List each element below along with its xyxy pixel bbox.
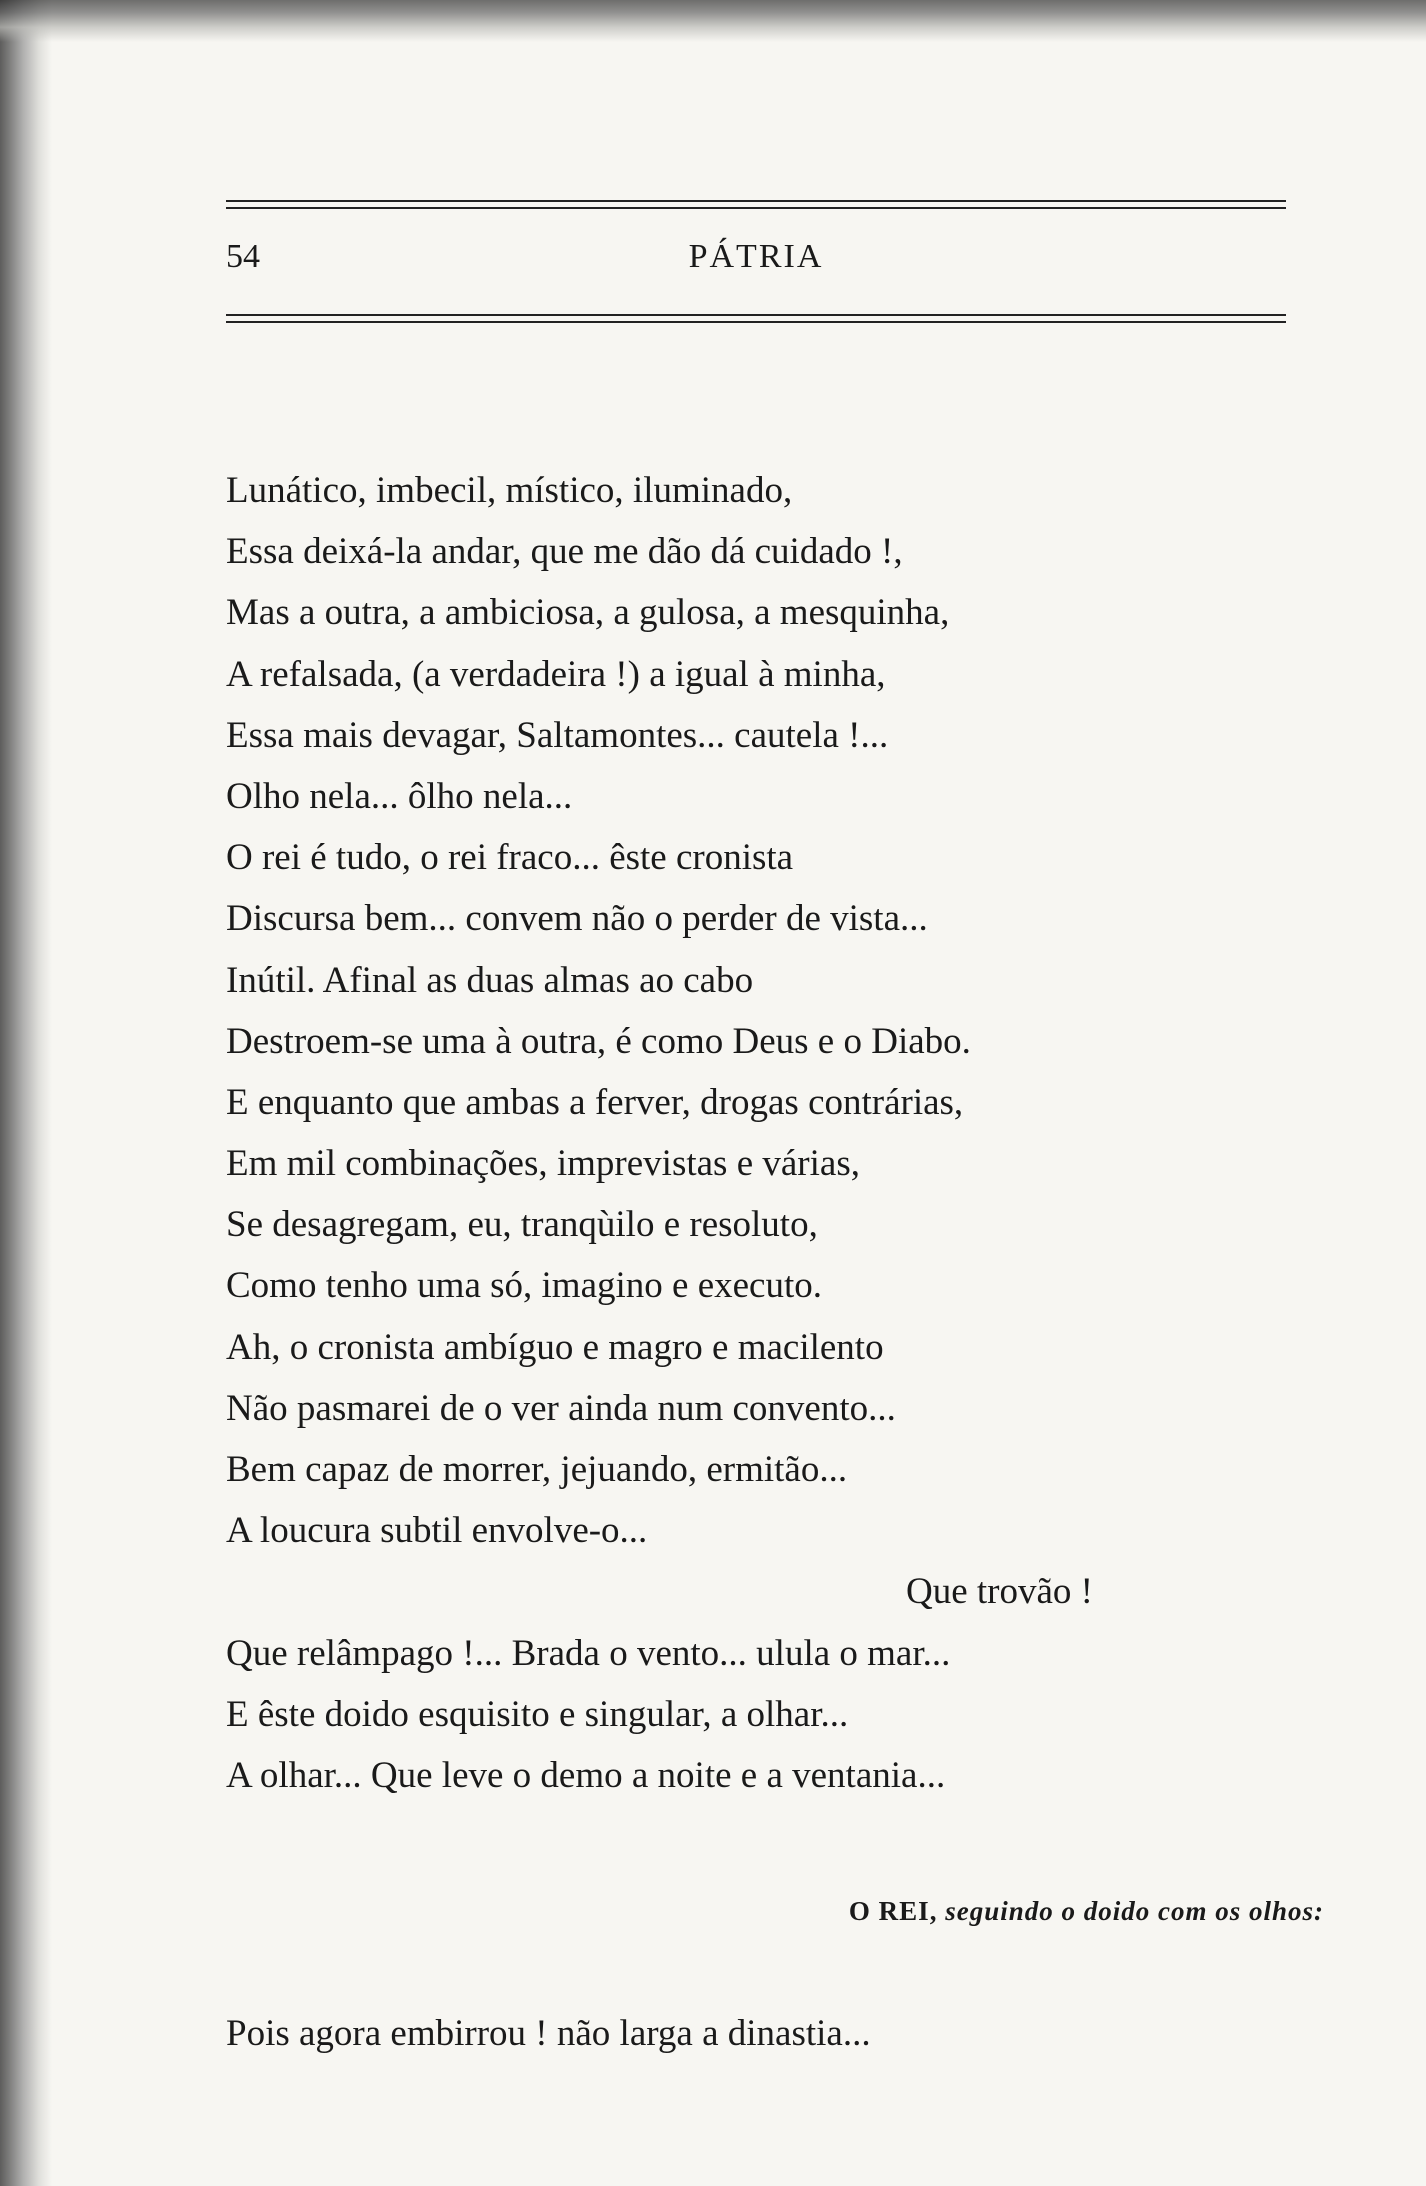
stage-action: seguindo o doido com os olhos: bbox=[945, 1896, 1324, 1926]
poem-line: Inútil. Afinal as duas almas ao cabo bbox=[226, 959, 754, 1001]
header-rule-bottom-2 bbox=[226, 321, 1286, 323]
stage-direction bbox=[226, 1896, 1324, 1927]
poem-line: Lunático, imbecil, místico, iluminado, bbox=[226, 470, 793, 511]
poem-line: E enquanto que ambas a ferver, drogas contrárias, bbox=[226, 1081, 964, 1123]
page-title: PÁTRIA bbox=[688, 238, 824, 275]
poem-line: Mas a outra, a ambiciosa, a gulosa, a mesquinha, bbox=[226, 592, 950, 634]
poem-line: O rei é tudo, o rei fraco... êste cronista bbox=[226, 837, 794, 879]
poem-line: E êste doido esquisito e singular, a olhar... bbox=[226, 1693, 849, 1735]
poem-line: Olho nela... ôlho nela... bbox=[226, 775, 573, 817]
stage-speaker: O REI, bbox=[848, 1896, 938, 1926]
header-rule-top-2 bbox=[226, 207, 1286, 209]
poem-line: Em mil combinações, imprevistas e várias, bbox=[226, 1143, 860, 1185]
poem-line-indented: Que trovão ! bbox=[906, 1571, 1093, 1613]
page-number: 54 bbox=[226, 238, 260, 275]
poem-line: Essa deixá-la andar, que me dão dá cuidado !, bbox=[226, 531, 903, 573]
poem-line: Como tenho uma só, imagino e executo. bbox=[226, 1265, 822, 1307]
poem-line: Ah, o cronista ambíguo e magro e macilento bbox=[226, 1326, 884, 1368]
poem-block bbox=[226, 460, 1286, 1806]
poem-line: Se desagregam, eu, tranqùilo e resoluto, bbox=[226, 1204, 818, 1246]
poem-line: Que relâmpago !... Brada o vento... ulula o mar... bbox=[226, 1632, 951, 1674]
poem-line: A refalsada, (a verdadeira !) a igual à minha, bbox=[226, 653, 886, 695]
poem-line: Não pasmarei de o ver ainda num convento... bbox=[226, 1387, 896, 1429]
poem-line: Bem capaz de morrer, jejuando, ermitão... bbox=[226, 1449, 848, 1490]
header-rule-bottom-1 bbox=[226, 314, 1286, 316]
running-head bbox=[226, 238, 1286, 286]
poem-line: Essa mais devagar, Saltamontes... cautela !... bbox=[226, 714, 889, 756]
header-rule-top-1 bbox=[226, 200, 1286, 202]
scan-edge-top bbox=[0, 0, 1426, 42]
scan-edge-left bbox=[0, 0, 52, 2186]
poem-line: A olhar... Que leve o demo a noite e a ventania... bbox=[226, 1754, 946, 1796]
poem-line: Discursa bem... convem não o perder de vista... bbox=[226, 898, 928, 940]
final-verse-line: Pois agora embirrou ! não larga a dinastia... bbox=[226, 2013, 871, 2054]
poem-line: Destroem-se uma à outra, é como Deus e o Diabo. bbox=[226, 1020, 971, 1062]
poem-line: A loucura subtil envolve-o... bbox=[226, 1510, 648, 1552]
